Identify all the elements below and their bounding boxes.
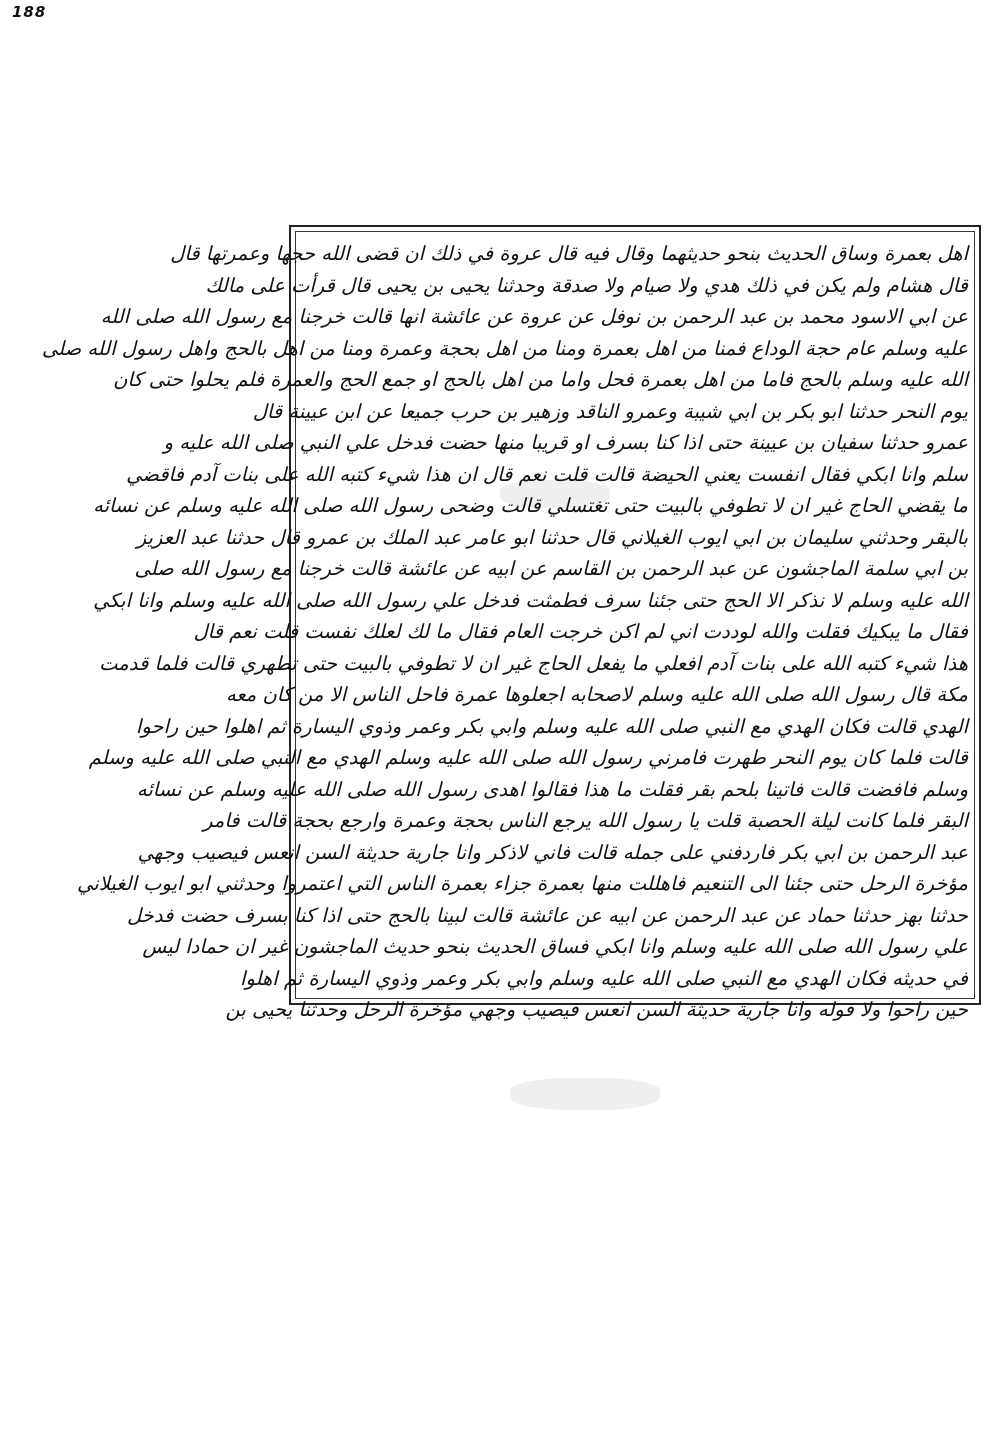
text-line: علي رسول الله صلى الله عليه وسلم وانا ابكي فساق الحديث بنحو حديث الماجشون غير ان حمادا ليس	[142, 935, 968, 958]
text-line: اهل بعمرة وساق الحديث بنحو حديثهما وقال فيه قال عروة في ذلك ان قضى الله حجها وعمرتها قال	[170, 242, 968, 265]
text-line: ما يقضي الحاج غير ان لا تطوفي بالبيت حتى تغتسلي قالت وضحى رسول الله صلى الله عليه وسلم عن نسائه	[93, 494, 968, 517]
text-line: وسلم فافضت قالت فاتينا بلحم بقر فقلت ما هذا فقالوا اهدى رسول الله صلى الله عليه وسلم عن نسائه	[136, 777, 968, 801]
text-line: مؤخرة الرحل حتى جئنا الى التنعيم فاهللت منها بعمرة جزاء بعمرة الناس التي اعتمروا وحدثني ابو ايوب الغيلاني	[77, 872, 968, 895]
text-line: الهدي قالت فكان الهدي مع النبي صلى الله عليه وسلم وابي بكر وعمر وذوي اليسارة ثم اهلوا حين راحوا	[135, 714, 968, 738]
text-line: حدثنا بهز حدثنا حماد عن عبد الرحمن عن ابيه عن عائشة قالت لبينا بالحج حتى اذا كنا بسرف حضت فدخل	[127, 903, 968, 927]
text-line: عمرو حدثنا سفيان بن عيينة حتى اذا كنا بسرف او قريبا منها حضت فدخل علي النبي صلى الله عليه و	[163, 431, 968, 454]
ink-smudge	[510, 1078, 660, 1110]
text-line: سلم وانا ابكي فقال انفست يعني الحيضة قالت قلت نعم قال ان هذا شيء كتبه الله على بنات آدم فاقضي	[126, 462, 968, 486]
text-line: بالبقر وحدثني سليمان بن ابي ايوب الغيلاني قال حدثنا ابو عامر عبد الملك بن عمرو قال حدثنا عبد العزيز	[136, 525, 968, 549]
text-line: الله عليه وسلم لا نذكر الا الحج حتى جئنا سرف فطمثت فدخل علي رسول الله صلى الله عليه وسلم وانا ابكي	[93, 588, 968, 612]
text-line: بن ابي سلمة الماجشون عن عبد الرحمن بن القاسم عن ابيه عن عائشة قالت خرجنا مع رسول الله صلى	[134, 557, 968, 580]
text-line: حين راحوا ولا قوله وانا جارية حديثة السن انعس فيصيب وجهي مؤخرة الرحل وحدثنا يحيى بن	[225, 998, 968, 1021]
text-line: هذا شيء كتبه الله على بنات آدم افعلي ما يفعل الحاج غير ان لا تطوفي بالبيت حتى تطهري قالت فلما قدمت	[99, 651, 968, 675]
text-line: الله عليه وسلم بالحج فاما من اهل بعمرة فحل واما من اهل بالحج او جمع الحج والعمرة فلم يحلوا حتى كان	[113, 368, 968, 391]
text-line: عبد الرحمن بن ابي بكر فاردفني على جمله قالت فاني لاذكر وانا جارية حديثة السن انعس فيصيب وجهي	[137, 840, 968, 864]
text-line: يوم النحر حدثنا ابو بكر بن ابي شيبة وعمرو الناقد وزهير بن حرب جميعا عن ابن عيينة قال	[252, 399, 968, 423]
text-line: في حديثه فكان الهدي مع النبي صلى الله عليه وسلم وابي بكر وعمر وذوي اليسارة ثم اهلوا	[240, 966, 968, 990]
text-line: البقر فلما كانت ليلة الحصبة قلت يا رسول الله يرجع الناس بحجة وعمرة وارجع بحجة قالت فامر	[203, 809, 968, 832]
manuscript-text-block	[41, 238, 968, 1021]
text-line: فقال ما يبكيك فقلت والله لوددت اني لم اكن خرجت العام فقال ما لك لعلك نفست قلت نعم قال	[193, 620, 968, 643]
text-line: مكة قال رسول الله صلى الله عليه وسلم لاصحابه اجعلوها عمرة فاحل الناس الا من كان معه	[225, 683, 968, 706]
text-line: قالت فلما كان يوم النحر طهرت فامرني رسول الله صلى الله عليه وسلم الهدي مع النبي صلى الله عليه وسلم	[88, 746, 968, 769]
text-line: عليه وسلم عام حجة الوداع فمنا من اهل بعمرة ومنا من اهل بحجة وعمرة ومنا من اهل بالحج واهل رسول الله صلى	[41, 336, 968, 360]
page-number: 188	[12, 3, 47, 21]
text-line: قال هشام ولم يكن في ذلك هدي ولا صيام ولا صدقة وحدثنا يحيى بن يحيى قال قرأت على مالك	[205, 273, 968, 297]
text-line: عن ابي الاسود محمد بن عبد الرحمن بن نوفل عن عروة عن عائشة انها قالت خرجنا مع رسول الله صلى الله	[100, 305, 968, 328]
